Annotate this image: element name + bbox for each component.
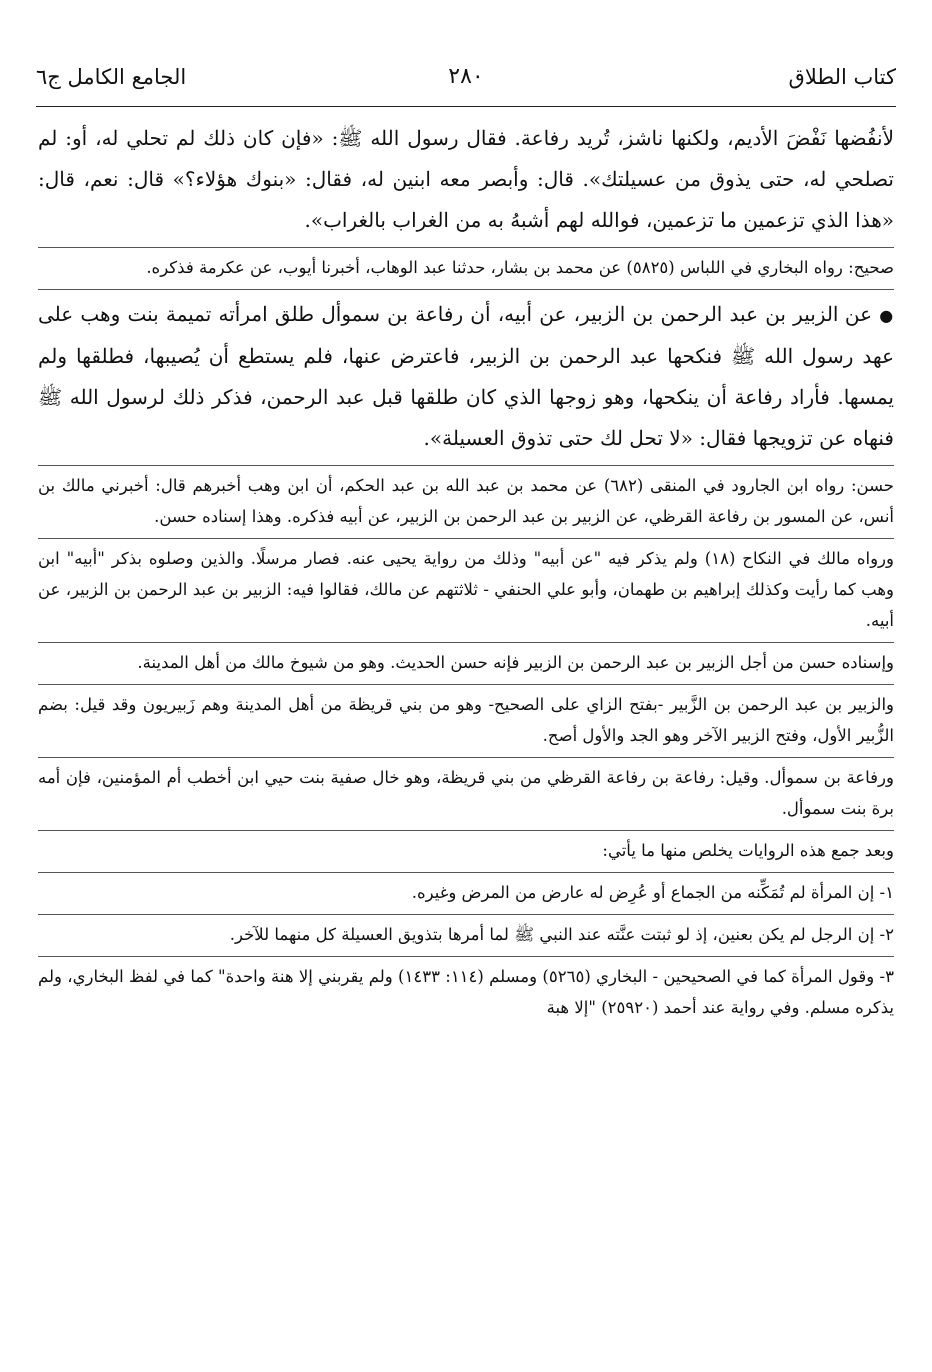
book-title: كتاب الطلاق [788, 65, 896, 89]
divider [38, 872, 894, 873]
divider [38, 642, 894, 643]
divider [38, 830, 894, 831]
hadith-text-continued: لأنفُضها نَفْضَ الأديم، ولكنها ناشز، تُريد رفاعة. فقال رسول الله ﷺ: «فإن كان ذلك لم تحلي له، أو: لم تصلحي له، حتى يذوق من عسيلتك». قال: وأبصر معه ابنين له، فقال: «بنوك هؤلاء؟» قال: نعم، قال: «هذا الذي تزعمين ما تزعمين، فوالله لهم أشبهُ به من الغراب بالغراب». [38, 126, 894, 232]
bullet-icon: ● [879, 306, 894, 325]
takhrij-note: صحيح: رواه البخاري في اللباس (٥٨٢٥) عن محمد بن بشار، حدثنا عبد الوهاب، أخبرنا أيوب، عن عكرمة فذكره. [146, 258, 894, 277]
numbered-point: ١- إن المرأة لم تُمَكِّنه من الجماع أو عُرِض له عارض من المرض وغيره. [411, 883, 894, 902]
divider [38, 465, 894, 466]
divider [38, 684, 894, 685]
divider [38, 914, 894, 915]
divider [38, 289, 894, 290]
commentary-paragraph: ورواه مالك في النكاح (١٨) ولم يذكر فيه "عن أبيه" وذلك من رواية يحيى عنه. فصار مرسلًا. والذين وصلوه بذكر "أبيه" ابن وهب كما رأيت وكذلك إبراهيم بن طهمان، وأبو علي الحنفي - ثلاثتهم عن مالك، فقالوا فيه: الزبير بن عبد الرحمن بن الزبير، عن أبيه. [38, 549, 894, 630]
commentary-paragraph: وبعد جمع هذه الروايات يخلص منها ما يأتي: [602, 841, 894, 860]
header-rule [36, 106, 896, 107]
page-number: ٢٨٠ [448, 64, 484, 89]
volume-title: الجامع الكامل ج٦ [36, 65, 187, 89]
numbered-point: ٢- إن الرجل لم يكن بعنين، إذ لو ثبتت عنَّته عند النبي ﷺ لما أمرها بتذويق العسيلة كل منهما للآخر. [229, 925, 894, 944]
hadith-body: عن الزبير بن عبد الرحمن بن الزبير، عن أبيه، أن رفاعة بن سموأل طلق امرأته تميمة بنت وهب على عهد رسول الله ﷺ فنكحها عبد الرحمن بن الزبير، فاعترض عنها، فلم يستطع أن يُصيبها، فطلقها ولم يمسها. فأراد رفاعة أن ينكحها، وهو زوجها الذي كان طلقها قبل عبد الرحمن، فذكر ذلك لرسول الله ﷺ فنهاه عن تزويجها فقال: «لا تحل لك حتى تذوق العسيلة». [38, 302, 894, 450]
page-body [38, 118, 894, 1023]
numbered-point: ٣- وقول المرأة كما في الصحيحين - البخاري (٥٢٦٥) ومسلم (١١٤: ١٤٣٣) ولم يقربني إلا هنة واحدة" كما في لفظ البخاري، ولم يذكره مسلم. وفي رواية عند أحمد (٢٥٩٢٠) "إلا هبة [38, 967, 894, 1017]
commentary-paragraph: والزبير بن عبد الرحمن بن الزَّبير -بفتح الزاي على الصحيح- وهو من بني قريظة من أهل المدينة وهم زَبيريون وقد قيل: بضم الزُّبير الأول، وفتح الزبير الآخر وهو الجد والأول أصح. [38, 695, 894, 745]
commentary-paragraph: وإسناده حسن من أجل الزبير بن عبد الرحمن بن الزبير فإنه حسن الحديث. وهو من شيوخ مالك من أهل المدينة. [137, 653, 894, 672]
divider [38, 247, 894, 248]
running-header [36, 62, 896, 98]
divider [38, 956, 894, 957]
hadith-text [38, 294, 894, 459]
takhrij-note: حسن: رواه ابن الجارود في المنقى (٦٨٢) عن محمد بن عبد الله بن عبد الحكم، أن ابن وهب أخبرهم قال: أخبرني مالك بن أنس، عن المسور بن رفاعة القرظي، عن الزبير بن عبد الرحمن بن الزبير، عن أبيه فذكره. وهذا إسناده حسن. [38, 476, 895, 526]
commentary-paragraph: ورفاعة بن سموأل. وقيل: رفاعة بن رفاعة القرظي من بني قريظة، وهو خال صفية بنت حيي ابن أخطب أم المؤمنين، فإن أمه برة بنت سموأل. [38, 768, 894, 818]
divider [38, 538, 894, 539]
divider [38, 757, 894, 758]
